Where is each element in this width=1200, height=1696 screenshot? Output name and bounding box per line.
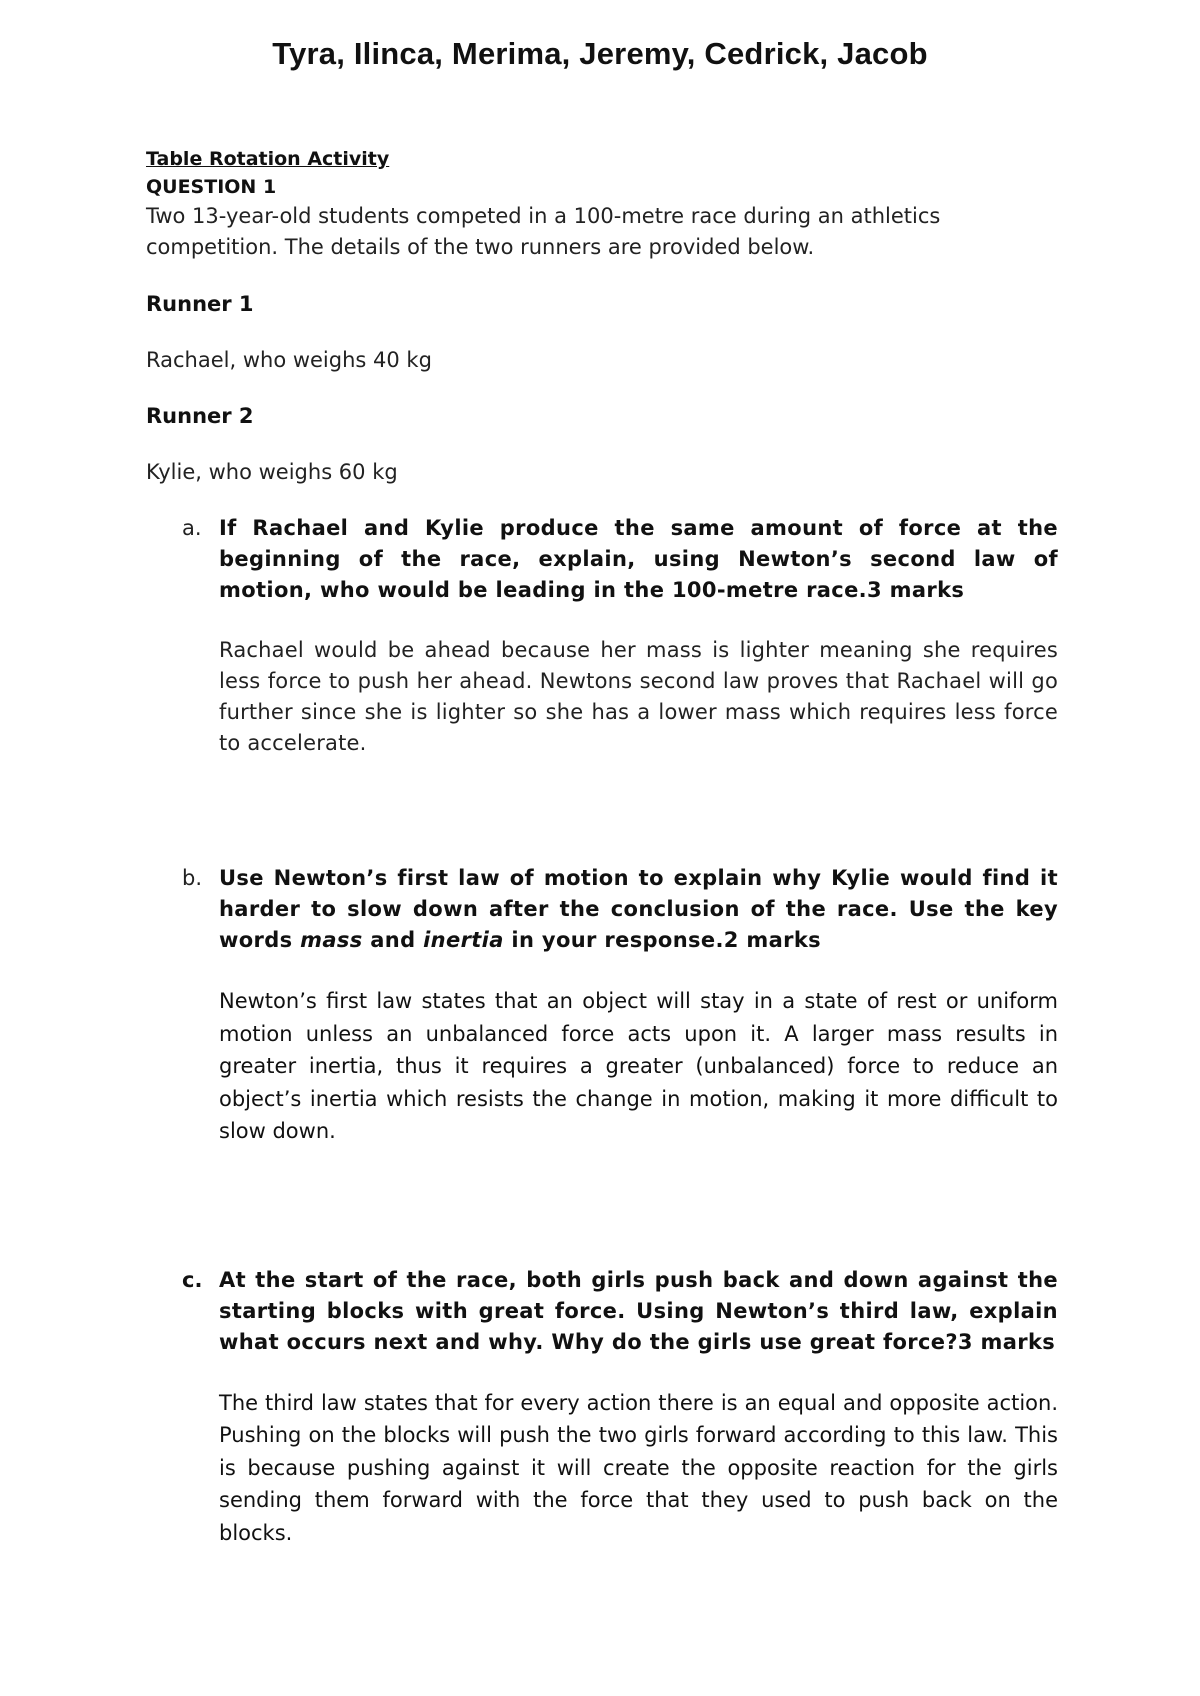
question-c-letter: c.	[182, 1267, 203, 1292]
question-c	[146, 1265, 1058, 1550]
question-a-prompt: If Rachael and Kylie produce the same amount of force at the beginning of the race, explain, using Newton’s second law of motion, who would be leading in the 100-metre race.	[219, 516, 1058, 602]
runner-1-description: Rachael, who weighs 40 kg	[146, 348, 432, 372]
document-body	[146, 145, 1066, 1549]
question-intro: Two 13-year-old students competed in a 100-metre race during an athletics competition. The details of the two runners are provided below.	[146, 204, 941, 259]
question-a-text	[219, 513, 1058, 606]
question-b-letter: b.	[182, 866, 203, 890]
question-b-prompt-end: in your response.	[503, 928, 724, 952]
question-b-text	[219, 863, 1058, 956]
runner-1-heading: Runner 1	[146, 292, 254, 316]
question-b-prompt-mid: and	[362, 928, 424, 952]
question-c-text	[219, 1265, 1058, 1358]
answer-b: Newton’s first law states that an object will stay in a state of rest or uniform motion unless an unbalanced force acts upon it. A larger mass results in greater inertia, thus it requires a greater (unbalanced) force to reduce an object’s inertia which resists the change in motion, making it more difficult to slow down.	[219, 989, 1058, 1143]
question-b-prompt-start: Use Newton’s first law of motion to explain why Kylie would find it harder to slow down after the conclusion of the race. Use the key words	[219, 866, 1058, 952]
question-b-keyword-mass: mass	[300, 928, 363, 952]
question-a-marks: 3 marks	[867, 578, 965, 602]
question-a-letter: a.	[182, 516, 202, 540]
activity-title: Table Rotation Activity	[146, 148, 390, 170]
question-b	[146, 863, 1058, 1148]
group-names-header: Tyra, Ilinca, Merima, Jeremy, Cedrick, Jacob	[272, 36, 928, 71]
answer-c: The third law states that for every action there is an equal and opposite action. Pushing on the blocks will push the two girls forward according to this law. This is because pushing against it will create the opposite reaction for the girls sending them forward with the force that they used to push back on the blocks.	[219, 1390, 1058, 1545]
question-c-marks: 3 marks	[957, 1329, 1056, 1354]
question-c-prompt: At the start of the race, both girls push back and down against the starting blocks with great force. Using Newton’s third law, explain what occurs next and why. Why do the girls use great force?	[219, 1267, 1058, 1354]
runner-2-heading: Runner 2	[146, 404, 254, 428]
question-b-marks: 2 marks	[723, 928, 822, 952]
question-label: QUESTION 1	[146, 176, 277, 198]
runner-2-description: Kylie, who weighs 60 kg	[146, 460, 398, 484]
answer-a: Rachael would be ahead because her mass is lighter meaning she requires less force to push her ahead. Newtons second law proves that Rachael will go further since she is lighter so she has a lower mass which requires less force to accelerate.	[219, 638, 1058, 755]
question-a	[146, 513, 1058, 759]
question-b-keyword-inertia: inertia	[423, 928, 504, 952]
